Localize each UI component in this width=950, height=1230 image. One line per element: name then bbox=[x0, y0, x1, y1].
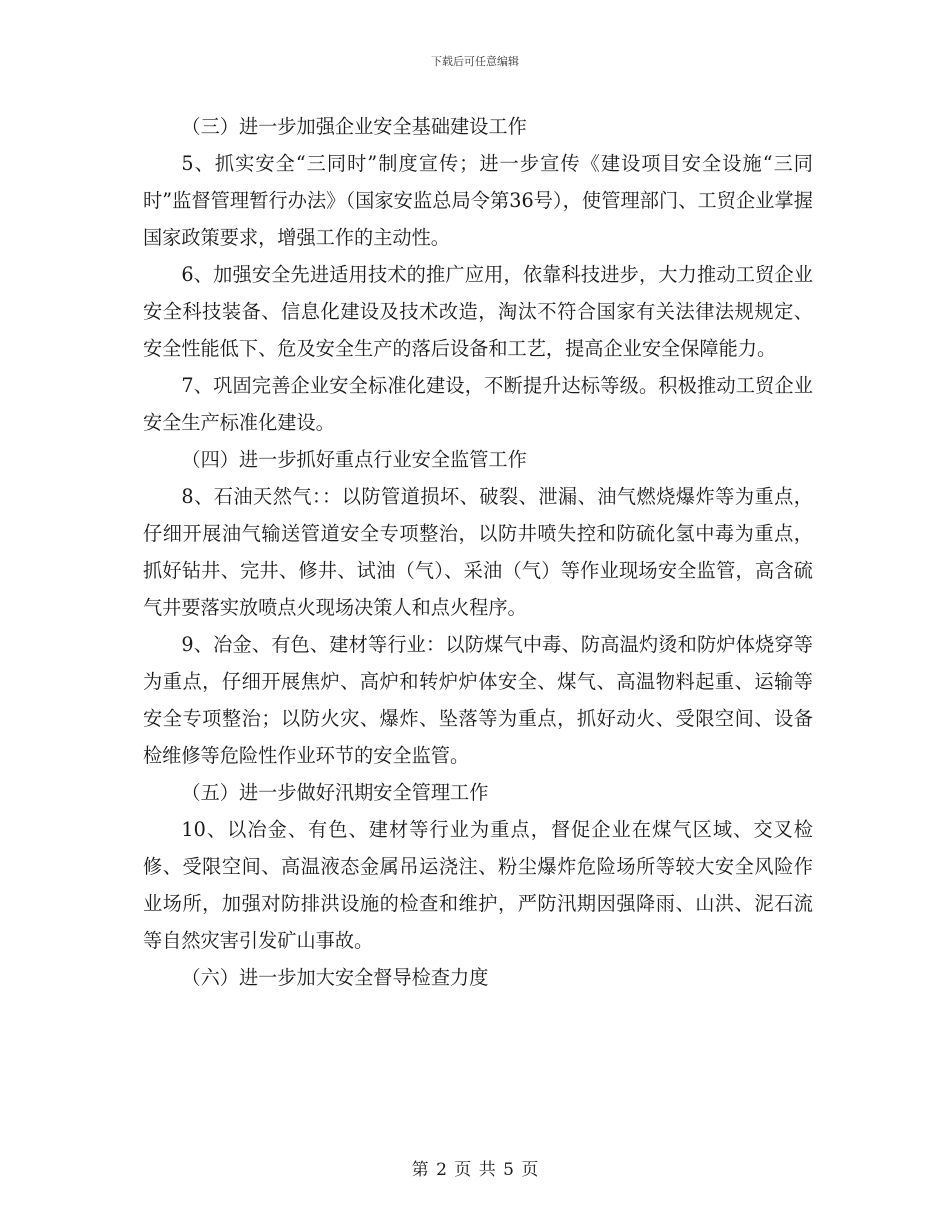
paragraph-item-10: 10、以冶金、有色、建材等行业为重点，督促企业在煤气区域、交叉检修、受限空间、高温液态金属吊运浇注、粉尘爆炸危险场所等较大安全风险作业场所，加强对防排洪设施的检查和维护，严防汛期因强降雨、山洪、泥石流等自然灾害引发矿山事故。 bbox=[143, 818, 813, 952]
page-number-footer: 第 2 页 共 5 页 bbox=[411, 1160, 539, 1180]
section-heading-4: （四）进一步抓好重点行业安全监管工作 bbox=[181, 448, 527, 471]
document-body bbox=[143, 108, 813, 996]
paragraph-item-9: 9、冶金、有色、建材等行业：以防煤气中毒、防高温灼烫和防炉体烧穿等为重点，仔细开展焦炉、高炉和转炉炉体安全、煤气、高温物料起重、运输等安全专项整治；以防火灾、爆炸、坠落等为重点，抓好动火、受限空间、设备检维修等危险性作业环节的安全监管。 bbox=[143, 633, 813, 767]
page-header-note: 下载后可任意编辑 bbox=[431, 55, 519, 68]
paragraph-item-7: 7、巩固完善企业安全标准化建设，不断提升达标等级。积极推动工贸企业安全生产标准化建设。 bbox=[143, 374, 813, 434]
paragraph-item-6: 6、加强安全先进适用技术的推广应用，依靠科技进步，大力推动工贸企业安全科技装备、信息化建设及技术改造，淘汰不符合国家有关法律法规规定、安全性能低下、危及安全生产的落后设备和工艺，提高企业安全保障能力。 bbox=[143, 263, 813, 360]
paragraph-item-5: 5、抓实安全“三同时”制度宣传；进一步宣传《建设项目安全设施“三同时”监督管理暂行办法》（国家安监总局令第36号），使管理部门、工贸企业掌握国家政策要求，增强工作的主动性。 bbox=[143, 152, 813, 249]
section-heading-3: （三）进一步加强企业安全基础建设工作 bbox=[181, 115, 527, 138]
section-heading-5: （五）进一步做好汛期安全管理工作 bbox=[181, 781, 489, 804]
section-heading-6: （六）进一步加大安全督导检查力度 bbox=[181, 966, 489, 989]
paragraph-item-8: 8、石油天然气：：以防管道损坏、破裂、泄漏、油气燃烧爆炸等为重点，仔细开展油气输送管道安全专项整治，以防井喷失控和防硫化氢中毒为重点，抓好钻井、完井、修井、试油（气）、采油（气）等作业现场安全监管，高含硫气井要落实放喷点火现场决策人和点火程序。 bbox=[143, 485, 813, 619]
